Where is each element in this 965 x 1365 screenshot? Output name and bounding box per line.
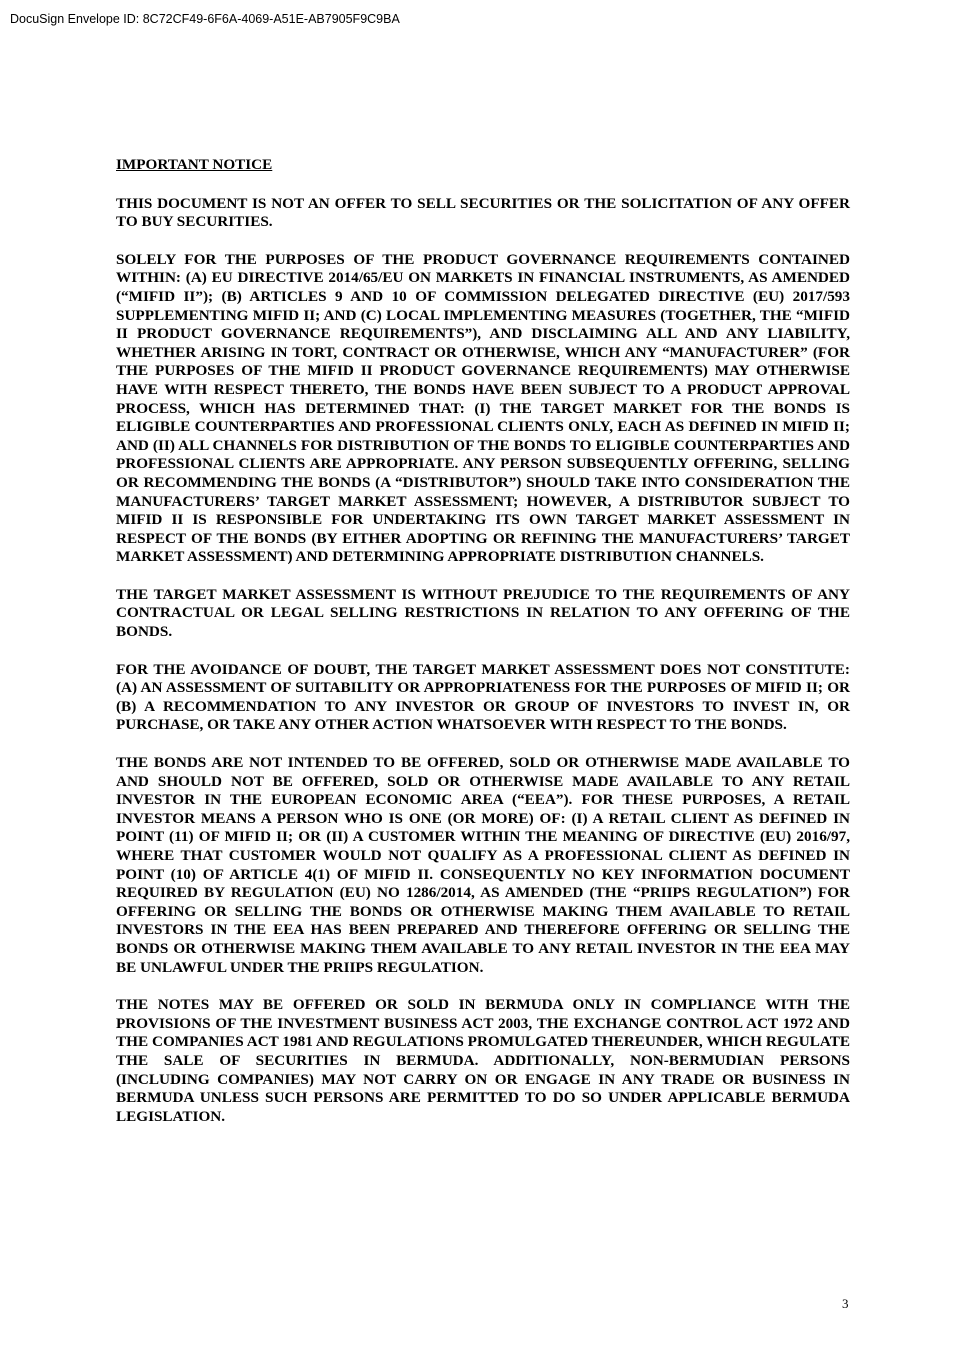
paragraph-target-market: THE TARGET MARKET ASSESSMENT IS WITHOUT PREJUDICE TO THE REQUIREMENTS OF ANY CONTRACTUAL OR LEGAL SELLING RESTRICTIONS IN RELATION TO ANY OFFERING OF THE BONDS. [116, 585, 850, 641]
document-body [116, 156, 850, 1145]
page-number: 3 [842, 1296, 849, 1311]
paragraph-product-governance: SOLELY FOR THE PURPOSES OF THE PRODUCT GOVERNANCE REQUIREMENTS CONTAINED WITHIN: (A) EU DIRECTIVE 2014/65/EU ON MARKETS IN FINANCIAL INSTRUMENTS, AS AMENDED (“MIFID II”); (B) ARTICLES 9 AND 10 OF COMMISSION DELEGATED DIRECTIVE (EU) 2017/593 SUPPLEMENTING MIFID II; AND (C) LOCAL IMPLEMENTING MEASURES (TOGETHER, THE “MIFID II PRODUCT GOVERNANCE REQUIREMENTS”), AND DISCLAIMING ALL AND ANY LIABILITY, WHETHER ARISING IN TORT, CONTRACT OR OTHERWISE, WHICH ANY “MANUFACTURER” (FOR THE PURPOSES OF THE MIFID II PRODUCT GOVERNANCE REQUIREMENTS) MAY OTHERWISE HAVE WITH RESPECT THERETO, THE BONDS HAVE BEEN SUBJECT TO A PRODUCT APPROVAL PROCESS, WHICH HAS DETERMINED THAT: (I) THE TARGET MARKET FOR THE BONDS IS ELIGIBLE COUNTERPARTIES AND PROFESSIONAL CLIENTS ONLY, EACH AS DEFINED IN MIFID II; AND (II) ALL CHANNELS FOR DISTRIBUTION OF THE BONDS TO ELIGIBLE COUNTERPARTIES AND PROFESSIONAL CLIENTS ARE APPROPRIATE. ANY PERSON SUBSEQUENTLY OFFERING, SELLING OR RECOMMENDING THE BONDS (A “DISTRIBUTOR”) SHOULD TAKE INTO CONSIDERATION THE MANUFACTURERS’ TARGET MARKET ASSESSMENT; HOWEVER, A DISTRIBUTOR SUBJECT TO MIFID II IS RESPONSIBLE FOR UNDERTAKING ITS OWN TARGET MARKET ASSESSMENT IN RESPECT OF THE BONDS (BY EITHER ADOPTING OR REFINING THE MANUFACTURERS’ TARGET MARKET ASSESSMENT) AND DETERMINING APPROPRIATE DISTRIBUTION CHANNELS. [116, 250, 850, 566]
paragraph-bermuda: THE NOTES MAY BE OFFERED OR SOLD IN BERMUDA ONLY IN COMPLIANCE WITH THE PROVISIONS OF THE INVESTMENT BUSINESS ACT 2003, THE EXCHANGE CONTROL ACT 1972 AND THE COMPANIES ACT 1981 AND REGULATIONS PROMULGATED THEREUNDER, WHICH REGULATE THE SALE OF SECURITIES IN BERMUDA. ADDITIONALLY, NON-BERMUDIAN PERSONS (INCLUDING COMPANIES) MAY NOT CARRY ON OR ENGAGE IN ANY TRADE OR BUSINESS IN BERMUDA UNLESS SUCH PERSONS ARE PERMITTED TO DO SO UNDER APPLICABLE BERMUDA LEGISLATION. [116, 996, 850, 1125]
envelope-id: DocuSign Envelope ID: 8C72CF49-6F6A-4069-A51E-AB7905F9C9BA [10, 12, 400, 26]
paragraph-offer-disclaimer: THIS DOCUMENT IS NOT AN OFFER TO SELL SECURITIES OR THE SOLICITATION OF ANY OFFER TO BUY SECURITIES. [116, 194, 850, 231]
paragraph-avoidance-of-doubt: FOR THE AVOIDANCE OF DOUBT, THE TARGET MARKET ASSESSMENT DOES NOT CONSTITUTE: (A) AN ASSESSMENT OF SUITABILITY OR APPROPRIATENESS FOR THE PURPOSES OF MIFID II; OR (B) A RECOMMENDATION TO ANY INVESTOR OR GROUP OF INVESTORS TO INVEST IN, OR PURCHASE, OR TAKE ANY OTHER ACTION WHATSOEVER WITH RESPECT TO THE BONDS. [116, 660, 850, 734]
notice-heading: IMPORTANT NOTICE [116, 156, 273, 173]
paragraph-retail-investors: THE BONDS ARE NOT INTENDED TO BE OFFERED, SOLD OR OTHERWISE MADE AVAILABLE TO AND SHOULD NOT BE OFFERED, SOLD OR OTHERWISE MADE AVAILABLE TO ANY RETAIL INVESTOR IN THE EUROPEAN ECONOMIC AREA (“EEA”). FOR THESE PURPOSES, A RETAIL INVESTOR MEANS A PERSON WHO IS ONE (OR MORE) OF: (I) A RETAIL CLIENT AS DEFINED IN POINT (11) OF MIFID II; OR (II) A CUSTOMER WITHIN THE MEANING OF DIRECTIVE (EU) 2016/97, WHERE THAT CUSTOMER WOULD NOT QUALIFY AS A PROFESSIONAL CLIENT AS DEFINED IN POINT (10) OF ARTICLE 4(1) OF MIFID II. CONSEQUENTLY NO KEY INFORMATION DOCUMENT REQUIRED BY REGULATION (EU) NO 1286/2014, AS AMENDED (THE “PRIIPS REGULATION”) FOR OFFERING OR SELLING THE BONDS OR OTHERWISE MAKING THEM AVAILABLE TO RETAIL INVESTORS IN THE EEA HAS BEEN PREPARED AND THEREFORE OFFERING OR SELLING THE BONDS OR OTHERWISE MAKING THEM AVAILABLE TO ANY RETAIL INVESTOR IN THE EEA MAY BE UNLAWFUL UNDER THE PRIIPS REGULATION. [116, 754, 850, 976]
